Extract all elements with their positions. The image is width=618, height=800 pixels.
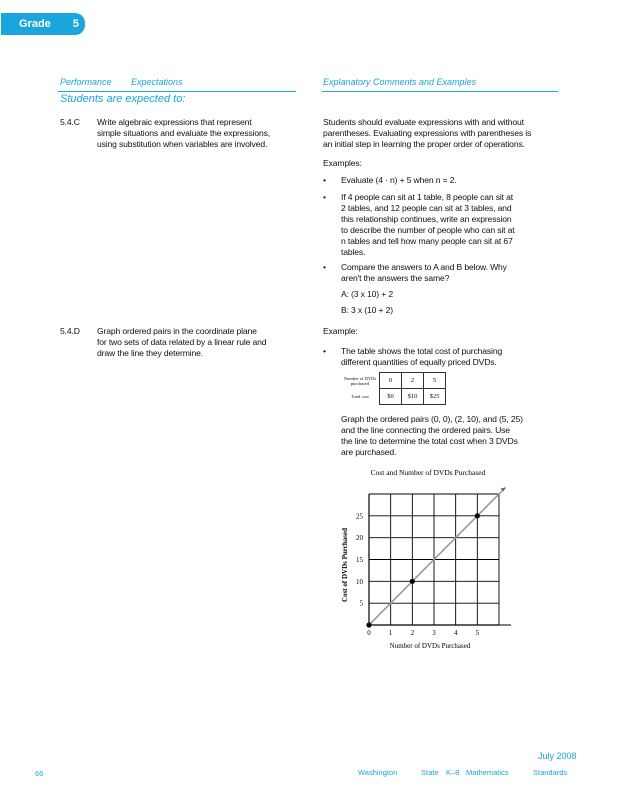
x-tick-label: 2: [410, 629, 415, 637]
right-header-rule: [322, 91, 558, 92]
dvd-cost-chart: [330, 465, 540, 660]
y-tick-label: 5: [359, 599, 363, 608]
left-header-word2: Expectations: [131, 77, 183, 87]
x-tick-label: 0: [367, 629, 371, 637]
footer-word: K–8: [446, 768, 460, 777]
grade-number: 5: [72, 18, 79, 30]
table-cell: 5: [424, 373, 446, 389]
right-header: Explanatory Comments and Examples: [323, 77, 477, 87]
expression-b: B: 3 x (10 + 2): [341, 305, 393, 315]
comment-text: Students should evaluate expressions with and without parentheses. Evaluating expressions with parentheses is an initial step in learning the proper order of operations.: [323, 117, 532, 149]
example-label: Example:: [323, 326, 358, 336]
left-header-word1: Performance: [60, 77, 112, 87]
graph-instructions: Graph the ordered pairs (0, 0), (2, 10), and (5, 25) and the line connecting the ordered pairs. Use the line to determine the total cost when 3 DVDs are purchased.: [341, 414, 523, 457]
chart-y-axis-label: Cost of DVDs Purchased: [341, 528, 349, 602]
y-tick-label: 25: [356, 512, 363, 521]
bullet-evaluate: Evaluate (4 · n) + 5 when n = 2.: [341, 175, 457, 185]
table-cell: 2: [402, 373, 424, 389]
page-number: 66: [35, 769, 44, 778]
bullet-marker: •: [323, 175, 327, 185]
chart-marks: [366, 487, 505, 627]
footer-word: State: [421, 768, 439, 777]
chart-x-axis-label: Number of DVDs Purchased: [389, 642, 471, 650]
chart-grid: [369, 494, 511, 625]
footer-word: Washington: [358, 768, 398, 777]
table-row-label: Total cost: [351, 394, 369, 399]
examples-label: Examples:: [323, 158, 362, 168]
x-tick-label: 1: [388, 629, 393, 637]
y-tick-label: 15: [356, 556, 363, 564]
expression-a: A: (3 x 10) + 2: [341, 289, 393, 299]
data-point: [475, 513, 480, 518]
dvd-cost-table: [341, 372, 446, 405]
bullet-marker: •: [323, 192, 327, 202]
y-tick-label: 10: [356, 577, 363, 586]
chart-title: Cost and Number of DVDs Purchased: [370, 468, 486, 477]
grade-label: Grade: [19, 18, 51, 30]
bullet-marker: •: [323, 346, 327, 356]
left-header-rule: [58, 91, 296, 92]
students-expected-subheading: Students are expected to:: [60, 93, 186, 105]
expectation-text: Graph ordered pairs in the coordinate plane for two sets of data related by a linear rule and draw the line they determine.: [97, 326, 267, 358]
footer-date: July 2008: [538, 751, 577, 761]
table-cell: $0: [380, 389, 402, 405]
expectation-text: Write algebraic expressions that represent simple situations and evaluate the expressions, using substitution when variables are involved.: [97, 117, 271, 149]
data-point: [410, 579, 415, 584]
series-line: [369, 487, 506, 625]
y-tick-label: 20: [356, 534, 363, 543]
bullet-marker: •: [323, 262, 327, 272]
bullet-tables-problem: If 4 people can sit at 1 table, 8 people can sit at 2 tables, and 12 people can sit at 3 tables, and this relationship continues, write an expression to describe the number of people who can sit at n tables and tell how many people can sit at 67 tables.: [341, 192, 515, 257]
table-cell: $25: [424, 389, 446, 405]
table-cell: $10: [402, 389, 424, 405]
table-row: [341, 373, 446, 389]
footer-word: Mathematics: [466, 768, 509, 777]
expectation-code: 5.4.D: [60, 326, 80, 336]
table-row-label: Number of DVDs purchased: [343, 375, 377, 386]
bullet-compare: Compare the answers to A and B below. Why aren't the answers the same?: [341, 262, 507, 283]
x-tick-label: 5: [475, 629, 480, 637]
grade-tab: [1, 13, 85, 35]
x-tick-label: 3: [432, 629, 436, 637]
table-cell: 0: [380, 373, 402, 389]
footer-word: Standards: [533, 768, 568, 777]
bullet-dvd-table: The table shows the total cost of purchasing different quantities of equally priced DVDs.: [341, 346, 503, 367]
expectation-code: 5.4.C: [60, 117, 80, 127]
x-tick-label: 4: [453, 629, 458, 637]
table-row: [341, 389, 446, 405]
data-point: [366, 622, 371, 627]
